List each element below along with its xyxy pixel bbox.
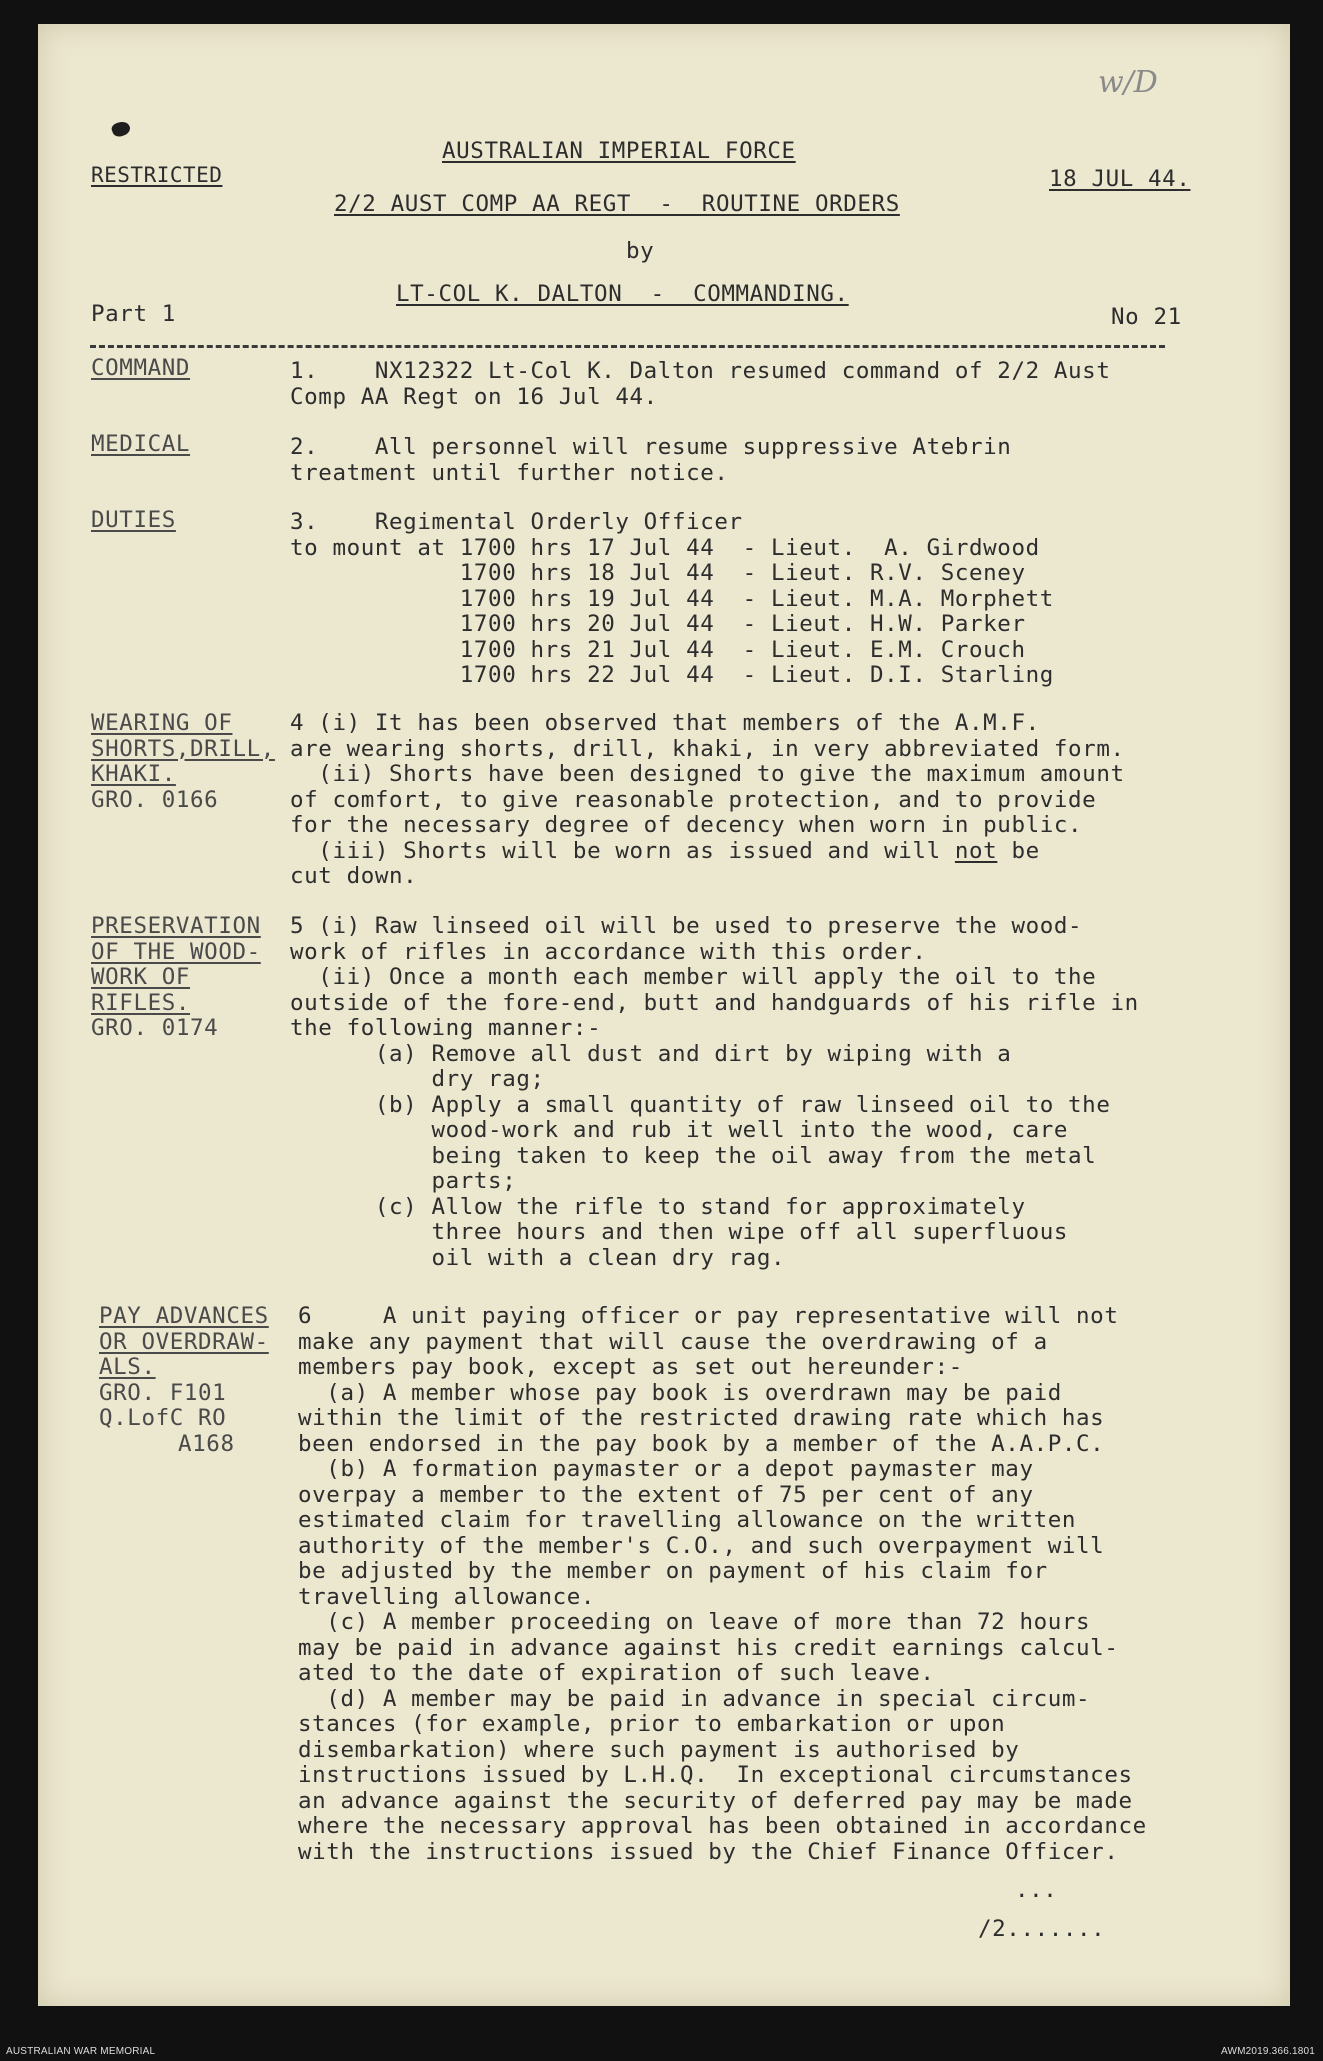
next-page-marker: /2.......	[978, 1916, 1106, 1942]
reference-gro-0174: GRO. 0174	[91, 1015, 219, 1041]
body-line: (c) A member proceeding on leave of more than 72 hours	[298, 1609, 1091, 1635]
label-line: PAY ADVANCES	[99, 1303, 269, 1329]
header-title: AUSTRALIAN IMPERIAL FORCE	[442, 138, 796, 164]
body-line: of comfort, to give reasonable protection, and to provide	[290, 786, 1097, 813]
body-line: been endorsed in the pay book by a member of the A.A.P.C.	[298, 1430, 1105, 1457]
body-line: 2. All personnel will resume suppressive Atebrin	[290, 434, 1012, 460]
body-line: be adjusted by the member on payment of his claim for	[298, 1558, 1048, 1584]
body-line: (ii) Once a month each member will apply the oil to the	[290, 964, 1097, 990]
body-line: ated to the date of expiration of such leave.	[298, 1660, 935, 1686]
body-line: 1700 hrs 19 Jul 44 - Lieut. M.A. Morphett	[290, 585, 1054, 612]
body-line: dry rag;	[290, 1066, 545, 1092]
body-line: oil with a clean dry rag.	[290, 1244, 786, 1271]
body-line: disembarkation) where such payment is authorised by	[298, 1736, 1020, 1763]
reference-a168: A168	[178, 1430, 235, 1457]
body-line: three hours and then wipe off all superfluous	[290, 1219, 1069, 1245]
section-label-medical: MEDICAL	[91, 431, 191, 457]
body-line: to mount at 1700 hrs 17 Jul 44 - Lieut. A. Girdwood	[290, 534, 1040, 561]
label-line: WORK OF	[91, 964, 191, 990]
emphasis-not: not	[954, 837, 998, 864]
body-line: 1. NX12322 Lt-Col K. Dalton resumed command of 2/2 Aust	[290, 358, 1111, 384]
body-line: instructions issued by L.H.Q. In exceptional circumstances	[298, 1762, 1133, 1788]
order-number: No 21	[1111, 304, 1182, 330]
body-line: (a) A member whose pay book is overdrawn may be paid	[298, 1379, 1062, 1406]
label-line: KHAKI.	[91, 761, 176, 787]
header-by: by	[626, 238, 655, 264]
body-line	[290, 839, 1040, 865]
body-line: may be paid in advance against his credit earnings calcul-	[298, 1634, 1119, 1661]
body-line: authority of the member's C.O., and such overpayment will	[298, 1532, 1105, 1559]
body-line: with the instructions issued by the Chief Finance Officer.	[298, 1838, 1119, 1865]
reference-gro-f101: GRO. F101	[99, 1379, 227, 1406]
body-line: 1700 hrs 20 Jul 44 - Lieut. H.W. Parker	[290, 611, 1026, 637]
label-line: ALS.	[99, 1354, 156, 1380]
body-line: an advance against the security of deferred pay may be made	[298, 1787, 1133, 1814]
body-text: be	[997, 837, 1040, 864]
body-line: outside of the fore-end, butt and handguards of his rifle in	[290, 989, 1139, 1016]
label-line: OF THE WOOD-	[91, 938, 261, 965]
reference-gro-0166: GRO. 0166	[91, 786, 219, 813]
label-line: OR OVERDRAW-	[99, 1328, 269, 1355]
label-line: SHORTS,DRILL,	[91, 735, 275, 762]
body-line: cut down.	[290, 863, 418, 889]
label-line: PRESERVATION	[91, 913, 261, 939]
body-line: within the limit of the restricted drawing rate which has	[298, 1405, 1105, 1431]
body-line: (ii) Shorts have been designed to give the maximum amount	[290, 761, 1125, 787]
handwritten-note: w/D	[1098, 65, 1158, 100]
classification-label: RESTRICTED	[91, 163, 223, 187]
body-line: treatment until further notice.	[290, 459, 729, 486]
body-line: (c) Allow the rifle to stand for approximately	[290, 1193, 1026, 1220]
body-line: work of rifles in accordance with this order.	[290, 938, 927, 965]
body-line: the following manner:-	[290, 1015, 602, 1041]
body-line: make any payment that will cause the overdrawing of a	[298, 1328, 1048, 1355]
body-line: estimated claim for travelling allowance on the written	[298, 1507, 1077, 1533]
header-divider	[90, 345, 1165, 348]
body-line: 6 A unit paying officer or pay representative will not	[298, 1303, 1119, 1329]
section-label-duties: DUTIES	[91, 507, 176, 533]
body-line: members pay book, except as set out hereunder:-	[298, 1354, 963, 1380]
continuation-dots: ...	[1015, 1877, 1058, 1903]
body-line: 4 (i) It has been observed that members of the A.M.F.	[290, 710, 1040, 736]
body-line: are wearing shorts, drill, khaki, in very abbreviated form.	[290, 735, 1125, 762]
body-line: stances (for example, prior to embarkation or upon	[298, 1711, 1006, 1737]
body-line: (d) A member may be paid in advance in special circum-	[298, 1685, 1091, 1712]
body-line: (b) Apply a small quantity of raw linseed oil to the	[290, 1091, 1111, 1118]
section-label-command: COMMAND	[91, 355, 191, 381]
body-line: 3. Regimental Orderly Officer	[290, 509, 743, 535]
body-line: 1700 hrs 21 Jul 44 - Lieut. E.M. Crouch	[290, 636, 1026, 663]
body-line: wood-work and rub it well into the wood, care	[290, 1117, 1069, 1143]
body-line: (a) Remove all dust and dirt by wiping with a	[290, 1040, 1012, 1067]
header-commanding: LT-COL K. DALTON - COMMANDING.	[396, 281, 849, 307]
part-label: Part 1	[91, 301, 176, 327]
header-unit: 2/2 AUST COMP AA REGT - ROUTINE ORDERS	[334, 191, 900, 217]
body-line: 1700 hrs 18 Jul 44 - Lieut. R.V. Sceney	[290, 560, 1026, 586]
footer-accession: AWM2019.366.1801	[1220, 2046, 1315, 2057]
label-line: RIFLES.	[91, 989, 191, 1016]
reference-lofc-ro: Q.LofC RO	[99, 1405, 227, 1431]
label-line: WEARING OF	[91, 710, 233, 736]
body-line: parts;	[290, 1168, 517, 1194]
body-line: travelling allowance.	[298, 1583, 596, 1610]
body-line: 1700 hrs 22 Jul 44 - Lieut. D.I. Starling	[290, 662, 1054, 688]
body-line: 5 (i) Raw linseed oil will be used to preserve the wood-	[290, 913, 1083, 939]
footer-institution: AUSTRALIAN WAR MEMORIAL	[6, 2046, 156, 2057]
body-text: (iii) Shorts will be worn as issued and will	[290, 837, 955, 864]
body-line: being taken to keep the oil away from the metal	[290, 1142, 1097, 1169]
body-line: overpay a member to the extent of 75 per cent of any	[298, 1481, 1034, 1508]
body-line: where the necessary approval has been obtained in accordance	[298, 1813, 1147, 1839]
header-date: 18 JUL 44.	[1049, 166, 1191, 192]
body-line: (b) A formation paymaster or a depot paymaster may	[298, 1456, 1034, 1482]
body-line: Comp AA Regt on 16 Jul 44.	[290, 383, 658, 410]
body-line: for the necessary degree of decency when worn in public.	[290, 812, 1083, 838]
